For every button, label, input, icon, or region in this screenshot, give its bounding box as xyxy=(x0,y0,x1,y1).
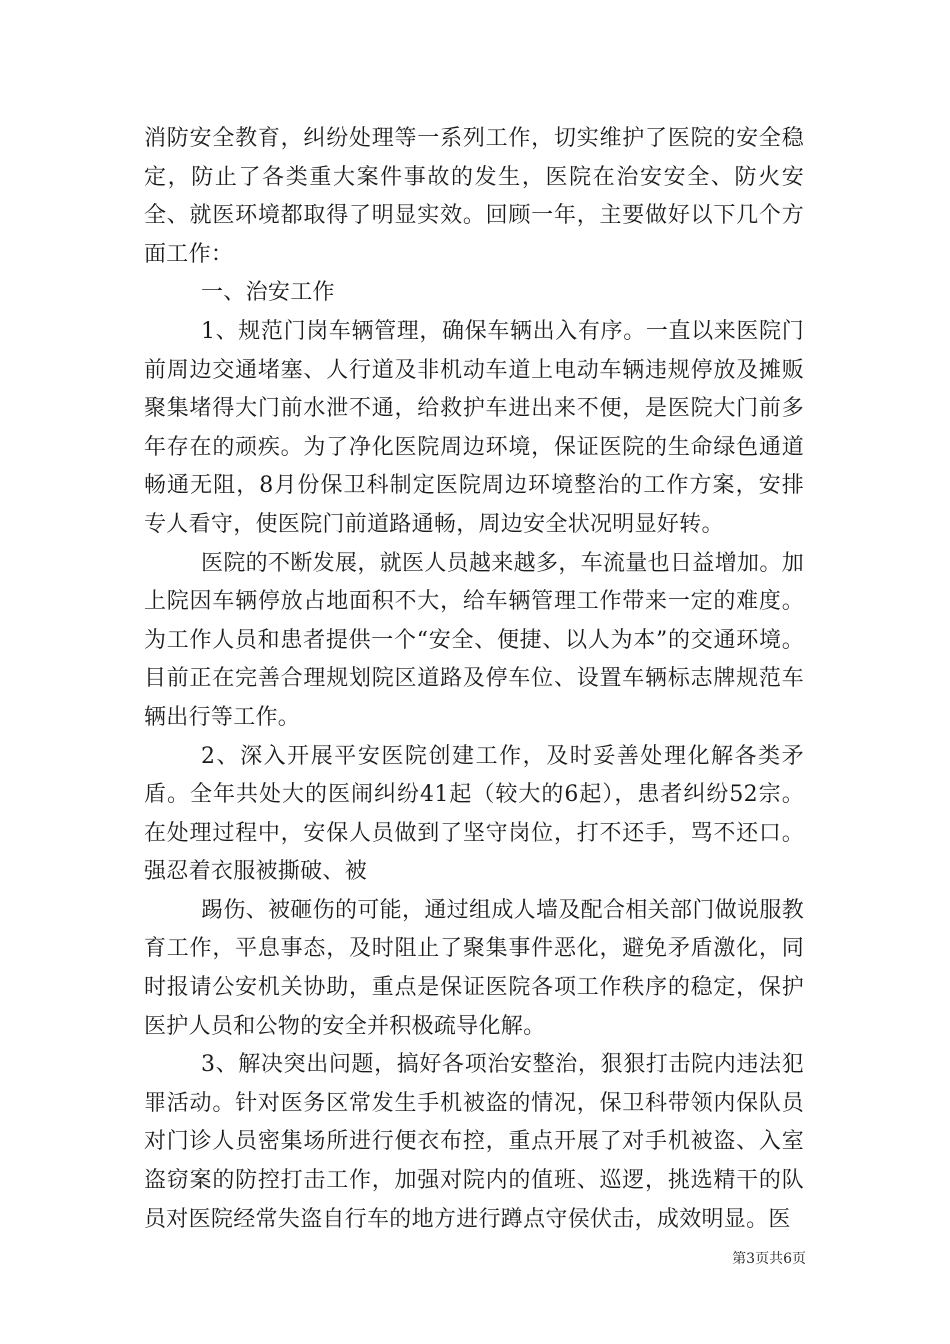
paragraph-traffic-environment: 医院的不断发展，就医人员越来越多，车流量也日益增加。加上院因车辆停放占地面积不大，给车辆管理工作带来一定的难度。为工作人员和患者提供一个“安全、便捷、以人为本”的交通环境。目前正在完善合理规划院区道路及停车位、设置车辆标志牌规范车辆出行等工作。 xyxy=(144,550,804,730)
paragraph-safe-hospital-disputes: 2、深入开展平安医院创建工作，及时妥善处理化解各类矛盾。全年共处大的医闹纠纷41起（较大的6起），患者纠纷52宗。在处理过程中，安保人员做到了坚守岗位，打不还手，骂不还口。强忍着衣服被撕破、被 xyxy=(144,743,804,885)
paragraph-gate-vehicle-management: 1、规范门岗车辆管理，确保车辆出入有序。一直以来医院门前周边交通堵塞、人行道及非机动车道上电动车辆违规停放及摊贩聚集堵得大门前水泄不通，给救护车进出来不便，是医院大门前多年存在的顽疾。为了净化医院周边环境，保证医院的生命绿色通道畅通无阻，8月份保卫科制定医院周边环境整治的工作方案，安排专人看守，使医院门前道路通畅，周边安全状况明显好转。 xyxy=(144,318,804,537)
section-heading-security-work: 一、治安工作 xyxy=(201,280,335,306)
document-body xyxy=(144,120,804,1239)
paragraph-intro-continued: 消防安全教育，纠纷处理等一系列工作，切实维护了医院的安全稳定，防止了各类重大案件事故的发生，医院在治安安全、防火安全、就医环境都取得了明显实效。回顾一年，主要做好以下几个方面工作： xyxy=(144,126,804,267)
page-number-footer: 第3页共6页 xyxy=(732,1251,806,1267)
paragraph-dispute-handling: 踢伤、被砸伤的可能，通过组成人墙及配合相关部门做说服教育工作，平息事态，及时阻止了聚集事件恶化，避免矛盾激化，同时报请公安机关协助，重点是保证医院各项工作秩序的稳定，保护医护人员和公物的安全并积极疏导化解。 xyxy=(144,897,804,1039)
paragraph-crime-crackdown: 3、解决突出问题，搞好各项治安整治，狠狠打击院内违法犯罪活动。针对医务区常发生手机被盗的情况，保卫科带领内保队员对门诊人员密集场所进行便衣布控，重点开展了对手机被盗、入室盗窃案的防控打击工作，加强对院内的值班、巡逻，挑选精干的队员对医院经常失盗自行车的地方进行蹲点守侯伏击，成效明显。医 xyxy=(144,1052,804,1232)
